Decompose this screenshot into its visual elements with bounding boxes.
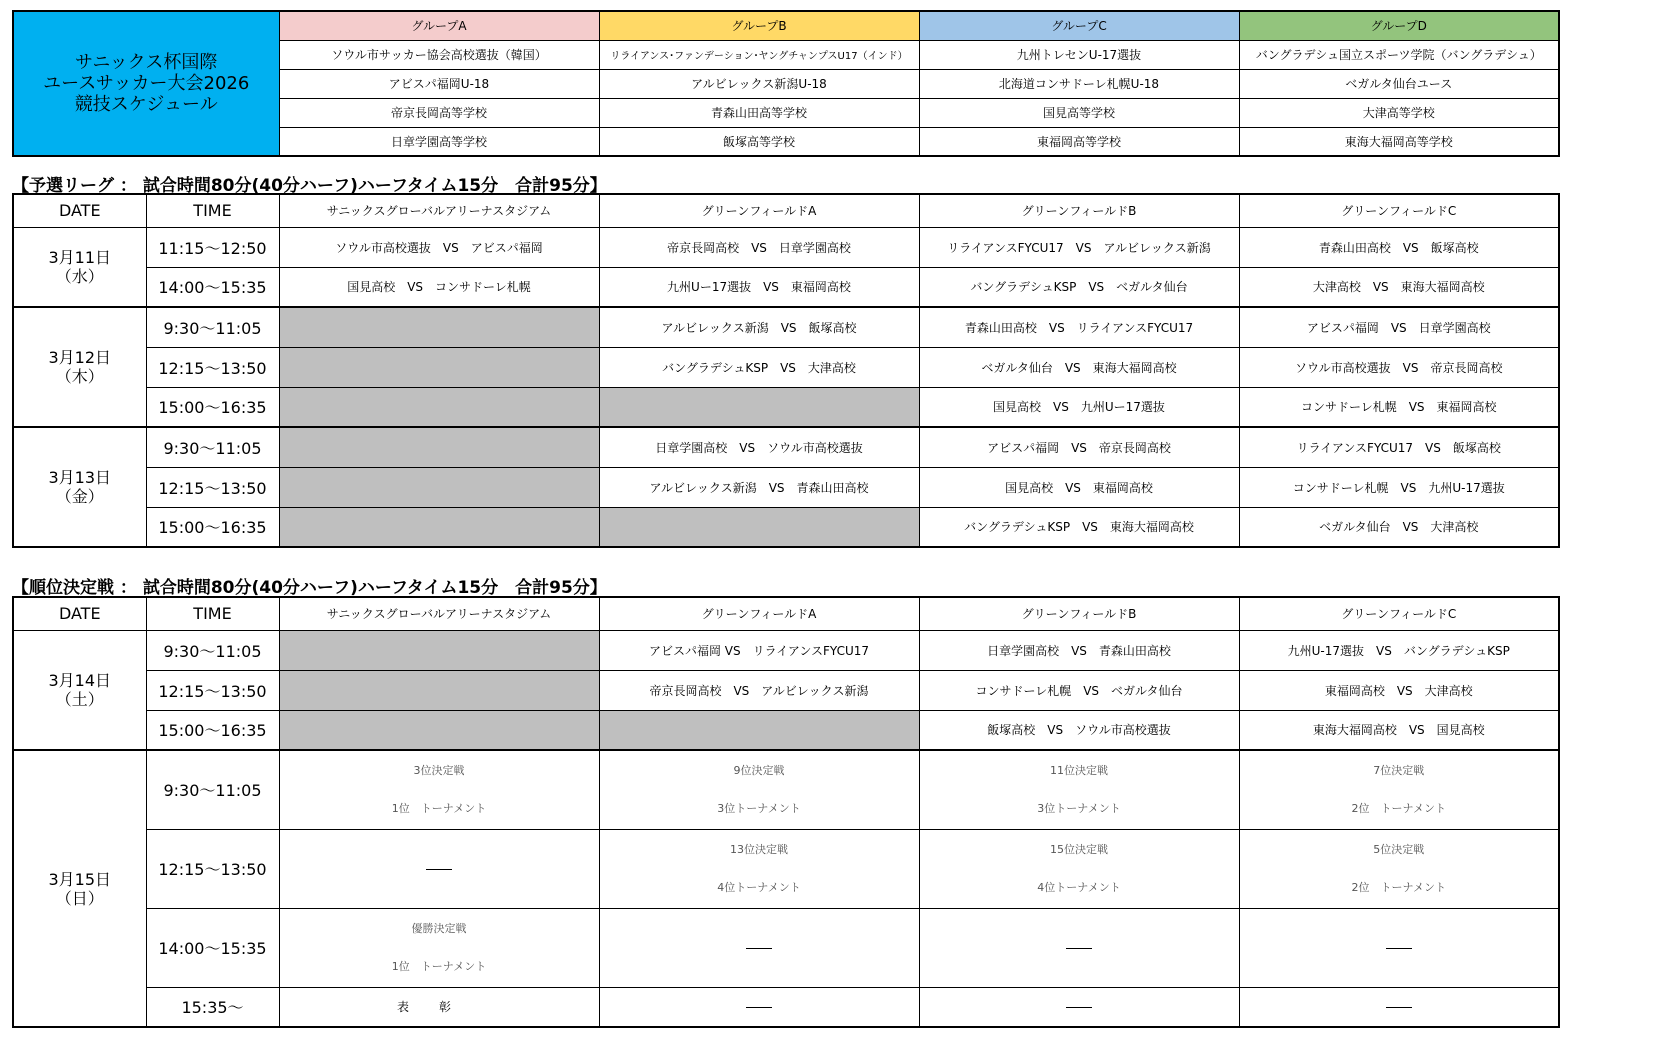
final-table (12, 596, 1560, 1028)
bracket-cell: 3位決定戦 1位 トーナメント (279, 750, 599, 829)
dash-cell (1239, 908, 1559, 987)
empty-slot (279, 670, 599, 710)
bracket-cell: 11位決定戦 3位トーナメント (919, 750, 1239, 829)
time-cell: 12:15～13:50 (146, 829, 279, 908)
team-cell: 青森山田高等学校 (599, 98, 919, 127)
match-cell: アビスパ福岡 VS 日章学園高校 (1239, 307, 1559, 347)
dash-cell (1239, 987, 1559, 1027)
dash-cell (919, 987, 1239, 1027)
final-title: 【順位決定戦 ： 試合時間80分(40分ハーフ)ハーフタイム15分 合計95分】 (12, 578, 607, 598)
empty-slot (599, 710, 919, 750)
match-cell: 九州U-17選抜 VS バングラデシュKSP (1239, 630, 1559, 670)
match-cell: コンサドーレ札幌 VS 東福岡高校 (1239, 387, 1559, 427)
match-cell: ベガルタ仙台 VS 大津高校 (1239, 507, 1559, 547)
venue-header: グリーンフィールドA (599, 194, 919, 227)
empty-slot (279, 387, 599, 427)
match-cell: リライアンスFYCU17 VS 飯塚高校 (1239, 427, 1559, 467)
bracket-cell: 15位決定戦 4位トーナメント (919, 829, 1239, 908)
time-header: TIME (146, 597, 279, 630)
dash-mark (1386, 1007, 1412, 1008)
time-cell: 9:30～11:05 (146, 427, 279, 467)
dash-cell (599, 908, 919, 987)
team-cell: 東福岡高等学校 (919, 127, 1239, 156)
date-cell: 3月11日 （水） (13, 227, 146, 307)
match-cell: 国見高校 VS コンサドーレ札幌 (279, 267, 599, 307)
group-c-header: グループC (919, 11, 1239, 40)
team-cell: リライアンス･ファンデーション･ヤングチャンプスU17（インド） (599, 40, 919, 69)
dash-cell (279, 829, 599, 908)
dash-cell (919, 908, 1239, 987)
empty-slot (279, 630, 599, 670)
venue-header: グリーンフィールドB (919, 597, 1239, 630)
bracket-cell: 13位決定戦 4位トーナメント (599, 829, 919, 908)
venue-header: サニックスグローバルアリーナスタジアム (279, 597, 599, 630)
time-cell: 12:15～13:50 (146, 670, 279, 710)
bracket-cell: 5位決定戦 2位 トーナメント (1239, 829, 1559, 908)
venue-header: グリーンフィールドB (919, 194, 1239, 227)
time-cell: 9:30～11:05 (146, 750, 279, 829)
match-cell: 青森山田高校 VS 飯塚高校 (1239, 227, 1559, 267)
time-cell: 15:35～ (146, 987, 279, 1027)
match-cell: 九州Uー17選抜 VS 東福岡高校 (599, 267, 919, 307)
match-cell: 飯塚高校 VS ソウル市高校選抜 (919, 710, 1239, 750)
empty-slot (279, 467, 599, 507)
group-a-header: グループA (279, 11, 599, 40)
dash-mark (1066, 1007, 1092, 1008)
time-cell: 12:15～13:50 (146, 467, 279, 507)
dash-cell (599, 987, 919, 1027)
ceremony-cell: 表彰 (279, 987, 599, 1027)
time-cell: 14:00～15:35 (146, 908, 279, 987)
match-cell: バングラデシュKSP VS 東海大福岡高校 (919, 507, 1239, 547)
empty-slot (279, 427, 599, 467)
empty-slot (279, 307, 599, 347)
team-cell: 国見高等学校 (919, 98, 1239, 127)
dash-mark (1066, 948, 1092, 949)
match-cell: アルビレックス新潟 VS 青森山田高校 (599, 467, 919, 507)
team-cell: ソウル市サッカー協会高校選抜（韓国） (279, 40, 599, 69)
empty-slot (599, 387, 919, 427)
team-cell: 大津高等学校 (1239, 98, 1559, 127)
team-cell: 日章学園高等学校 (279, 127, 599, 156)
team-cell: 九州トレセンU-17選抜 (919, 40, 1239, 69)
dash-mark (746, 1007, 772, 1008)
time-cell: 12:15～13:50 (146, 347, 279, 387)
match-cell: 国見高校 VS 東福岡高校 (919, 467, 1239, 507)
time-cell: 15:00～16:35 (146, 710, 279, 750)
date-cell: 3月13日 （金） (13, 427, 146, 547)
tournament-title: サニックス杯国際 ユースサッカー大会2026 競技スケジュール (13, 11, 279, 156)
team-cell: 飯塚高等学校 (599, 127, 919, 156)
bracket-cell: 優勝決定戦 1位 トーナメント (279, 908, 599, 987)
venue-header: サニックスグローバルアリーナスタジアム (279, 194, 599, 227)
team-cell: ベガルタ仙台ユース (1239, 69, 1559, 98)
dash-mark (1386, 948, 1412, 949)
match-cell: 帝京長岡高校 VS アルビレックス新潟 (599, 670, 919, 710)
team-cell: 北海道コンサドーレ札幌U-18 (919, 69, 1239, 98)
match-cell: リライアンスFYCU17 VS アルビレックス新潟 (919, 227, 1239, 267)
match-cell: 日章学園高校 VS 青森山田高校 (919, 630, 1239, 670)
match-cell: バングラデシュKSP VS 大津高校 (599, 347, 919, 387)
match-cell: 青森山田高校 VS リライアンスFYCU17 (919, 307, 1239, 347)
bracket-cell: 9位決定戦 3位トーナメント (599, 750, 919, 829)
empty-slot (279, 507, 599, 547)
match-cell: 国見高校 VS 九州Uー17選抜 (919, 387, 1239, 427)
match-cell: ベガルタ仙台 VS 東海大福岡高校 (919, 347, 1239, 387)
prelim-table (12, 193, 1560, 548)
prelim-title: 【予選リーグ ： 試合時間80分(40分ハーフ)ハーフタイム15分 合計95分】 (12, 176, 607, 196)
date-header: DATE (13, 194, 146, 227)
group-b-header: グループB (599, 11, 919, 40)
time-cell: 14:00～15:35 (146, 267, 279, 307)
date-cell: 3月15日 （日） (13, 750, 146, 1027)
match-cell: 大津高校 VS 東海大福岡高校 (1239, 267, 1559, 307)
dash-mark (746, 948, 772, 949)
match-cell: 帝京長岡高校 VS 日章学園高校 (599, 227, 919, 267)
team-cell: アルビレックス新潟U-18 (599, 69, 919, 98)
match-cell: ソウル市高校選抜 VS アビスパ福岡 (279, 227, 599, 267)
date-header: DATE (13, 597, 146, 630)
match-cell: アビスパ福岡 VS リライアンスFYCU17 (599, 630, 919, 670)
venue-header: グリーンフィールドC (1239, 194, 1559, 227)
time-header: TIME (146, 194, 279, 227)
team-cell: 帝京長岡高等学校 (279, 98, 599, 127)
empty-slot (599, 507, 919, 547)
dash-mark (426, 869, 452, 870)
venue-header: グリーンフィールドC (1239, 597, 1559, 630)
team-cell: アビスパ福岡U-18 (279, 69, 599, 98)
match-cell: アビスパ福岡 VS 帝京長岡高校 (919, 427, 1239, 467)
match-cell: アルビレックス新潟 VS 飯塚高校 (599, 307, 919, 347)
match-cell: 東福岡高校 VS 大津高校 (1239, 670, 1559, 710)
bracket-cell: 7位決定戦 2位 トーナメント (1239, 750, 1559, 829)
venue-header: グリーンフィールドA (599, 597, 919, 630)
match-cell: ソウル市高校選抜 VS 帝京長岡高校 (1239, 347, 1559, 387)
match-cell: 日章学園高校 VS ソウル市高校選抜 (599, 427, 919, 467)
time-cell: 9:30～11:05 (146, 307, 279, 347)
group-table (12, 10, 1560, 157)
group-d-header: グループD (1239, 11, 1559, 40)
match-cell: コンサドーレ札幌 VS ベガルタ仙台 (919, 670, 1239, 710)
match-cell: コンサドーレ札幌 VS 九州U-17選抜 (1239, 467, 1559, 507)
date-cell: 3月14日 （土） (13, 630, 146, 750)
time-cell: 15:00～16:35 (146, 507, 279, 547)
match-cell: 東海大福岡高校 VS 国見高校 (1239, 710, 1559, 750)
time-cell: 11:15～12:50 (146, 227, 279, 267)
empty-slot (279, 347, 599, 387)
team-cell: 東海大福岡高等学校 (1239, 127, 1559, 156)
team-cell: バングラデシュ国立スポーツ学院（バングラデシュ） (1239, 40, 1559, 69)
time-cell: 9:30～11:05 (146, 630, 279, 670)
time-cell: 15:00～16:35 (146, 387, 279, 427)
date-cell: 3月12日 （木） (13, 307, 146, 427)
match-cell: バングラデシュKSP VS ベガルタ仙台 (919, 267, 1239, 307)
empty-slot (279, 710, 599, 750)
